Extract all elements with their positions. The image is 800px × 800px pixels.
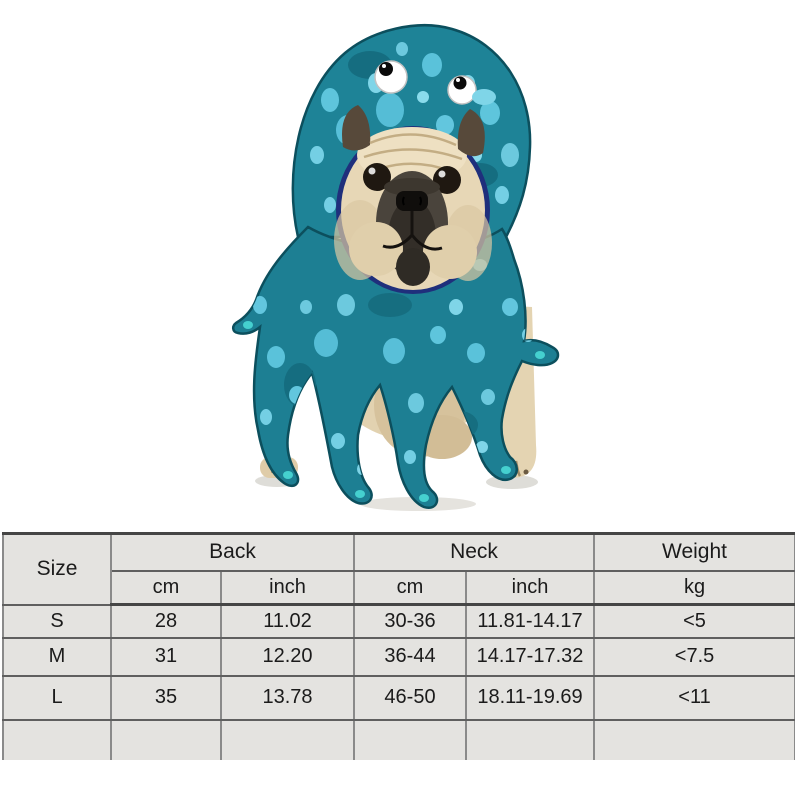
header-neck: Neck <box>354 534 594 571</box>
table-row-m <box>3 638 795 676</box>
table-cell: <7.5 <box>594 638 795 676</box>
pug-jowl-left <box>349 222 403 276</box>
unit-back-inch: inch <box>221 571 354 605</box>
pug-nose <box>396 191 428 211</box>
table-cell: <11 <box>594 676 795 720</box>
table-cell <box>466 720 594 761</box>
row-label-m: M <box>3 638 111 676</box>
unit-back-cm: cm <box>111 571 221 605</box>
unit-neck-inch: inch <box>466 571 594 605</box>
header-size: Size <box>3 534 111 605</box>
table-cell: <5 <box>594 605 795 638</box>
table-cell: 36-44 <box>354 638 466 676</box>
size-chart-table <box>2 532 795 760</box>
unit-neck-cm: cm <box>354 571 466 605</box>
header-back: Back <box>111 534 354 571</box>
table-cell <box>354 720 466 761</box>
product-photo-octopus-pug <box>180 5 620 515</box>
table-cell: 18.11-19.69 <box>466 676 594 720</box>
table-cell: 13.78 <box>221 676 354 720</box>
size-chart <box>2 532 795 760</box>
table-cell: 46-50 <box>354 676 466 720</box>
table-row-empty <box>3 720 795 761</box>
table-cell: 11.02 <box>221 605 354 638</box>
pug-jowl-right <box>423 225 477 279</box>
table-cell: 14.17-17.32 <box>466 638 594 676</box>
row-label-l: L <box>3 676 111 720</box>
table-cell: 11.81-14.17 <box>466 605 594 638</box>
table-cell: 28 <box>111 605 221 638</box>
pug-face <box>334 105 492 290</box>
table-cell <box>221 720 354 761</box>
table-row-s <box>3 605 795 638</box>
pug-chin <box>396 248 430 286</box>
table-cell: 30-36 <box>354 605 466 638</box>
unit-weight-kg: kg <box>594 571 795 605</box>
table-cell <box>594 720 795 761</box>
table-cell: 12.20 <box>221 638 354 676</box>
table-row-l <box>3 676 795 720</box>
table-cell <box>111 720 221 761</box>
octopus-pug-illustration <box>180 5 620 515</box>
row-label-s: S <box>3 605 111 638</box>
header-weight: Weight <box>594 534 795 571</box>
table-cell <box>3 720 111 761</box>
table-cell: 31 <box>111 638 221 676</box>
table-cell: 35 <box>111 676 221 720</box>
